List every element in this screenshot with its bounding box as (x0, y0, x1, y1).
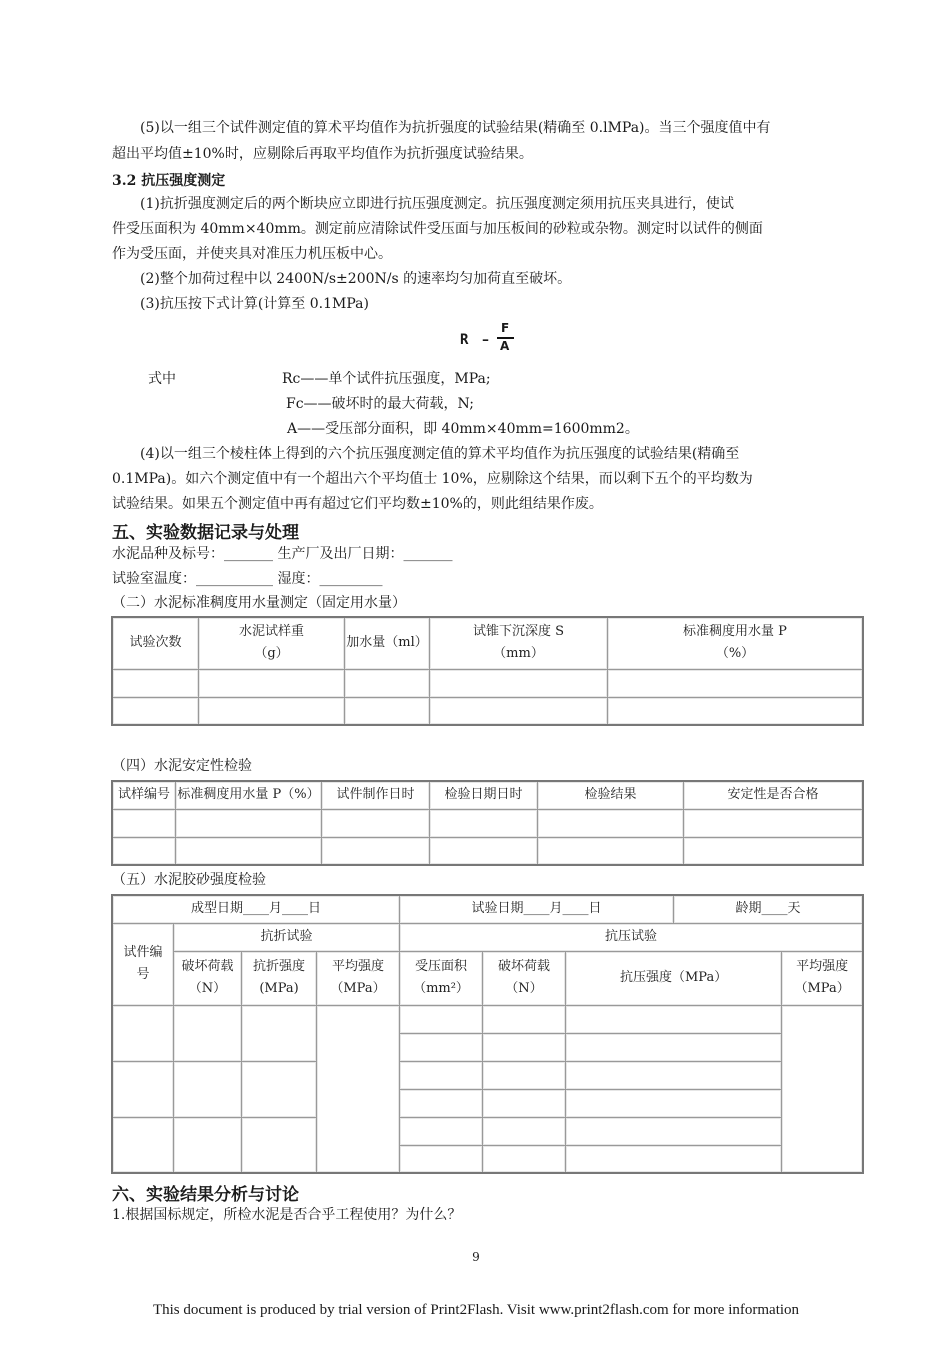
table-cell[interactable] (242, 1061, 317, 1117)
table-cell[interactable] (174, 1005, 242, 1061)
table-row (112, 809, 863, 837)
table-cell[interactable] (112, 1117, 174, 1173)
header-comp-avg-label: 平均强度 (796, 959, 849, 974)
comp-avg-cell[interactable] (782, 1005, 863, 1173)
header-flex-avg (317, 951, 400, 1005)
subsection-2-title: （二）水泥标准稠度用水量测定（固定用水量） (112, 595, 406, 611)
mortar-strength-table (111, 894, 864, 1174)
header-cone-depth-unit: （mm） (493, 646, 544, 662)
table-cell[interactable] (566, 1005, 782, 1033)
table-row (112, 1005, 863, 1033)
para-3: (3)抗压按下式计算(计算至 0.1MPa) (140, 296, 369, 312)
table-cell[interactable] (112, 669, 199, 697)
table-cell[interactable] (483, 1145, 566, 1173)
table-cell[interactable] (430, 809, 538, 837)
header-water-ratio-unit: （%） (715, 646, 755, 662)
table-cell[interactable] (400, 1005, 483, 1033)
table-row (112, 1117, 863, 1145)
header-cone-depth-label: 试锥下沉深度 S (472, 624, 565, 640)
table-cell[interactable] (345, 697, 430, 725)
consistency-table (111, 616, 864, 726)
table-cell[interactable] (112, 837, 176, 865)
table-cell[interactable] (174, 1117, 242, 1173)
header-comp-load-unit: （N） (505, 981, 543, 996)
table-cell[interactable] (430, 697, 608, 725)
table-cell[interactable] (483, 1117, 566, 1145)
table-row (112, 669, 863, 697)
table-cell[interactable] (538, 809, 684, 837)
compressive-formula (460, 322, 520, 358)
formula-lhs: R (460, 332, 469, 348)
table-cell[interactable] (430, 669, 608, 697)
table-cell[interactable] (483, 1089, 566, 1117)
table-cell[interactable] (400, 1117, 483, 1145)
table-cell[interactable] (483, 1033, 566, 1061)
header-area-unit: （mm²） (413, 981, 469, 996)
table-cell[interactable] (400, 1033, 483, 1061)
soundness-table (111, 780, 864, 866)
section-6-title: 六、实验结果分析与讨论 (112, 1185, 299, 1205)
header-flex-test: 抗折试验 (174, 923, 400, 951)
table-cell[interactable] (684, 837, 864, 865)
table-cell[interactable] (400, 1145, 483, 1173)
header-comp-load (483, 951, 566, 1005)
header-sample-weight (199, 617, 345, 669)
table-cell[interactable] (483, 1061, 566, 1089)
table-cell[interactable] (566, 1033, 782, 1061)
para-1-line1: (1)抗折强度测定后的两个断块应立即进行抗压强度测定。抗压强度测定须用抗压夹具进行，使试 (140, 196, 734, 212)
para-4-line3: 试验结果。如果五个测定值中再有超过它们平均数±10%的，则此组结果作废。 (112, 496, 603, 512)
header-flex-load (174, 951, 242, 1005)
header-area-label: 受压面积 (414, 959, 467, 974)
header-flex-load-label: 破坏荷载 (181, 959, 234, 974)
para-1-line2: 件受压面积为 40mm×40mm。测定前应清除试件受压面与加压板间的砂粒或杂物。测定时以试件的侧面 (112, 221, 763, 237)
table-cell[interactable] (199, 669, 345, 697)
header-flex-strength (242, 951, 317, 1005)
para-5-line1: (5)以一组三个试件测定值的算术平均值作为抗折强度的试验结果(精确至 0.lMPa)。当三个强度值中有 (140, 120, 771, 136)
table-cell[interactable] (684, 809, 864, 837)
header-comp-load-label: 破坏荷载 (497, 959, 550, 974)
header-comp-strength: 抗压强度（MPa） (566, 951, 782, 1005)
header-water-ratio-label: 标准稠度用水量 P (683, 624, 787, 640)
header-specimen-no-line2: 号 (136, 967, 150, 982)
table-cell[interactable] (483, 1005, 566, 1033)
where-label: 式中 (148, 371, 176, 387)
page-number: 9 (472, 1250, 480, 1264)
para-4-line2: 0.1MPa)。如六个测定值中有一个超出六个平均值士 10%，应剔除这个结果，而以剩下五个的平均数为 (112, 471, 753, 487)
section-3-2-heading: 3.2 抗压强度测定 (112, 173, 226, 189)
table-cell[interactable] (566, 1089, 782, 1117)
table-cell[interactable] (112, 809, 176, 837)
header-sample-no: 试样编号 (112, 781, 176, 809)
where-fc: Fc——破坏时的最大荷载，N; (286, 396, 475, 412)
header-water-ratio-p: 标准稠度用水量 P（%） (176, 781, 322, 809)
question-1: 1.根据国标规定，所检水泥是否合乎工程使用？为什么？ (112, 1207, 462, 1223)
header-flex-avg-label: 平均强度 (331, 959, 384, 974)
header-water-ratio (608, 617, 864, 669)
test-date-cell: 试验日期____月____日 (400, 895, 674, 923)
subsection-4-title: （四）水泥安定性检验 (112, 758, 252, 774)
table-cell[interactable] (112, 1005, 174, 1061)
trial-footer: This document is produced by trial version of Print2Flash. Visit www.print2flash.com for more information (152, 1302, 800, 1318)
formula-equals: – (482, 332, 489, 348)
header-qualified: 安定性是否合格 (684, 781, 864, 809)
table-cell[interactable] (400, 1089, 483, 1117)
header-comp-avg (782, 951, 863, 1005)
table-row (112, 697, 863, 725)
table-cell[interactable] (176, 809, 322, 837)
table-cell[interactable] (112, 697, 199, 725)
header-specimen-no-line1: 试件编 (123, 945, 163, 960)
table-cell[interactable] (566, 1145, 782, 1173)
header-flex-avg-unit: （MPa） (330, 981, 386, 996)
lab-temp-line: 试验室温度：___________ 湿度：_________ (112, 571, 383, 587)
header-specimen-no (112, 923, 174, 1005)
formula-denominator: A (500, 339, 510, 353)
header-comp-avg-unit: （MPa） (794, 981, 850, 996)
table-row (112, 837, 863, 865)
header-check-result: 检验结果 (538, 781, 684, 809)
table-cell[interactable] (538, 837, 684, 865)
form-date-cell: 成型日期____月____日 (112, 895, 400, 923)
table-cell[interactable] (174, 1061, 242, 1117)
header-sample-weight-unit: （g） (254, 646, 289, 662)
table-cell[interactable] (112, 1061, 174, 1117)
subsection-5-title: （五）水泥胶砂强度检验 (112, 872, 266, 888)
header-area (400, 951, 483, 1005)
header-flex-load-unit: （N） (188, 981, 227, 996)
para-4-line1: (4)以一组三个棱柱体上得到的六个抗压强度测定值的算术平均值作为抗压强度的试验结果(精确至 (140, 446, 740, 462)
table-cell[interactable] (345, 669, 430, 697)
table-cell[interactable] (608, 697, 864, 725)
table-cell[interactable] (322, 809, 430, 837)
table-cell[interactable] (430, 837, 538, 865)
header-sample-weight-label: 水泥试样重 (238, 624, 304, 640)
flex-avg-cell[interactable] (317, 1005, 400, 1173)
table-cell[interactable] (242, 1005, 317, 1061)
formula-numerator: F (501, 321, 510, 335)
header-made-time: 试件制作日时 (322, 781, 430, 809)
header-test-count: 试验次数 (112, 617, 199, 669)
table-cell[interactable] (608, 669, 864, 697)
header-cone-depth (430, 617, 608, 669)
table-cell[interactable] (199, 697, 345, 725)
section-5-title: 五、实验数据记录与处理 (112, 523, 299, 543)
table-cell[interactable] (176, 837, 322, 865)
where-a: A——受压部分面积，即 40mm×40mm=1600mm2。 (287, 421, 639, 437)
para-5-line2: 超出平均值±10%时，应剔除后再取平均值作为抗折强度试验结果。 (112, 146, 533, 162)
para-1-line3: 作为受压面，并使夹具对准压力机压板中心。 (112, 246, 392, 262)
table-cell[interactable] (322, 837, 430, 865)
table-cell[interactable] (566, 1117, 782, 1145)
table-cell[interactable] (566, 1061, 782, 1089)
age-cell: 龄期____天 (674, 895, 863, 923)
table-cell[interactable] (242, 1117, 317, 1173)
table-cell[interactable] (400, 1061, 483, 1089)
table-row (112, 1061, 863, 1089)
header-flex-strength-label: 抗折强度 (252, 959, 305, 974)
where-rc: Rc——单个试件抗压强度，MPa; (282, 371, 491, 387)
header-water-added: 加水量（ml） (345, 617, 430, 669)
header-check-time: 检验日期日时 (430, 781, 538, 809)
header-comp-test: 抗压试验 (400, 923, 864, 951)
cement-type-line: 水泥品种及标号：_______ 生产厂及出厂日期：_______ (112, 546, 453, 562)
header-flex-strength-unit: (MPa) (259, 981, 299, 996)
para-2: (2)整个加荷过程中以 2400N/s±200N/s 的速率均匀加荷直至破坏。 (140, 271, 572, 287)
